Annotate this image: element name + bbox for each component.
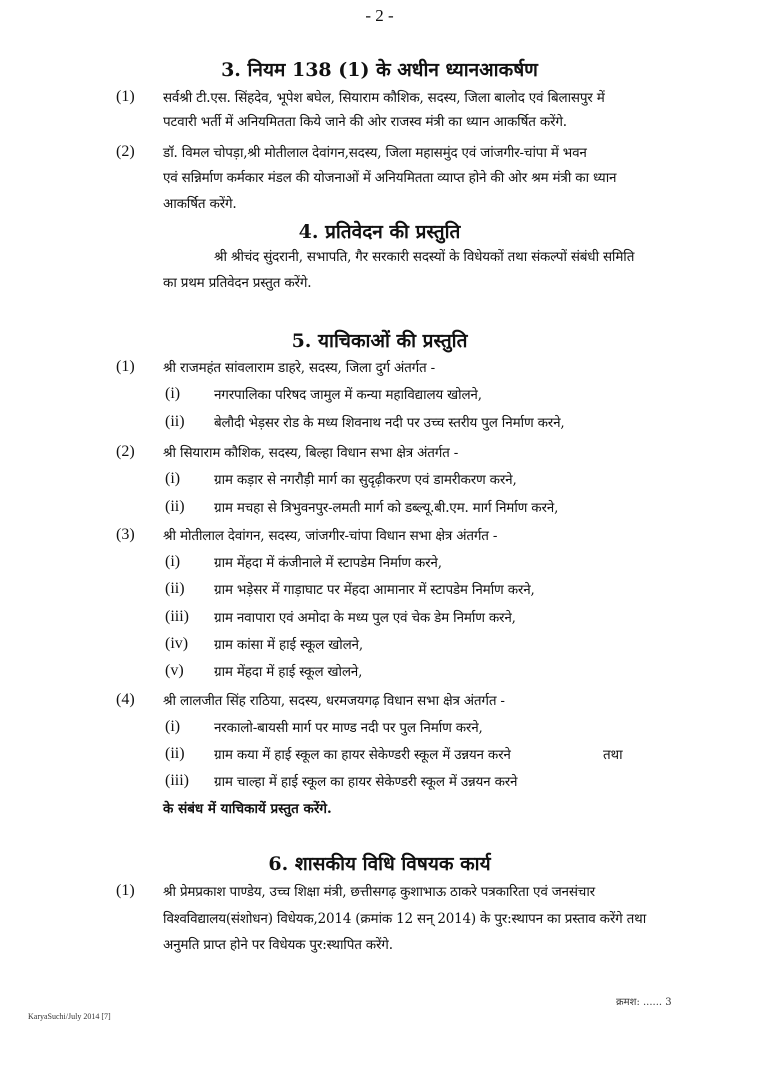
item-number: (1) [116,358,135,375]
section-5-heading: 5. याचिकाओं की प्रस्तुति [291,330,468,352]
petitions-closing: के संबंध में याचिकायें प्रस्तुत करेंगे. [163,801,332,817]
item-text: आकर्षित करेंगे. [163,196,237,212]
sub-text: ग्राम चाल्हा में हाई स्कूल का हायर सेकेण्डरी स्कूल में उन्नयन करने [214,774,518,790]
petitioner: श्री लालजीत सिंह राठिया, सदस्य, धरमजयगढ़ विधान सभा क्षेत्र अंतर्गत - [163,693,505,709]
item-text: सर्वश्री टी.एस. सिंहदेव, भूपेश बघेल, सियाराम कौशिक, सदस्य, जिला बालोद एवं बिलासपुर में [163,90,605,106]
sub-number: (i) [165,385,181,402]
sub-text: नगरपालिका परिषद जामुल में कन्या महाविद्यालय खोलने, [214,387,482,403]
sub-number: (ii) [165,498,185,515]
item-number: (2) [116,143,135,160]
conjunction-text: तथा [603,747,623,763]
section-4-heading: 4. प्रतिवेदन की प्रस्तुति [298,221,461,243]
sub-text: बेलौदी भेड़सर रोड के मध्य शिवनाथ नदी पर उच्च स्तरीय पुल निर्माण करने, [214,415,565,431]
sub-text: ग्राम मचहा से त्रिभुवनपुर-लमती मार्ग को डब्ल्यू.बी.एम. मार्ग निर्माण करने, [214,500,559,516]
item-text: अनुमति प्राप्त होने पर विधेयक पुर:स्थापित करेंगे. [163,937,393,953]
item-number: (2) [116,443,135,460]
sub-number: (iii) [165,608,189,625]
item-text: डॉ. विमल चोपड़ा,श्री मोतीलाल देवांगन,सदस्य, जिला महासमुंद एवं जांजगीर-चांपा में भवन [163,145,587,161]
sub-text: ग्राम कया में हाई स्कूल का हायर सेकेण्डरी स्कूल में उन्नयन करने [214,747,511,763]
report-text: श्री श्रीचंद सुंदरानी, सभापति, गैर सरकारी सदस्यों के विधेयकों तथा संकल्पों संबंधी समिति [214,249,635,265]
sub-text: ग्राम मेंहदा में कंजीनाले में स्टापडेम निर्माण करने, [214,555,442,571]
page-number: - 2 - [365,6,394,25]
section-6-heading: 6. शासकीय विधि विषयक कार्य [268,853,491,875]
document-code: KaryaSuchi/July 2014 [7] [28,1012,111,1021]
sub-text: ग्राम मेंहदा में हाई स्कूल खोलने, [214,664,363,680]
sub-text: ग्राम कड़ार से नगरौड़ी मार्ग का सुदृढ़ीकरण एवं डामरीकरण करने, [214,472,517,488]
petitioner: श्री सियाराम कौशिक, सदस्य, बिल्हा विधान सभा क्षेत्र अंतर्गत - [163,445,459,461]
continued-marker: क्रमश: ...... 3 [616,997,672,1008]
report-text: का प्रथम प्रतिवेदन प्रस्तुत करेंगे. [163,275,312,291]
item-number: (1) [116,882,135,899]
sub-text: नरकालो-बायसी मार्ग पर माण्ड नदी पर पुल निर्माण करने, [214,720,483,736]
sub-number: (iv) [165,635,189,652]
item-number: (3) [116,526,135,543]
item-text: श्री प्रेमप्रकाश पाण्डेय, उच्च शिक्षा मंत्री, छत्तीसगढ़ कुशाभाऊ ठाकरे पत्रकारिता एवं जनसंचार [163,884,595,900]
item-number: (1) [116,88,135,105]
petitioner: श्री राजमहंत सांवलाराम डाहरे, सदस्य, जिला दुर्ग अंतर्गत - [163,360,435,376]
sub-number: (i) [165,470,181,487]
section-3-heading: 3. नियम 138 (1) के अधीन ध्यानआकर्षण [221,59,538,81]
sub-number: (ii) [165,580,185,597]
petitioner: श्री मोतीलाल देवांगन, सदस्य, जांजगीर-चांपा विधान सभा क्षेत्र अंतर्गत - [163,528,498,544]
sub-number: (i) [165,553,181,570]
sub-number: (ii) [165,413,185,430]
sub-text: ग्राम नवापारा एवं अमोदा के मध्य पुल एवं चेक डेम निर्माण करने, [214,610,516,626]
item-text: एवं सन्निर्माण कर्मकार मंडल की योजनाओं में अनियमितता व्याप्त होने की ओर श्रम मंत्री का ध्यान [163,170,617,186]
item-number: (4) [116,691,135,708]
sub-number: (ii) [165,745,185,762]
item-text: विश्वविद्यालय(संशोधन) विधेयक,2014 (क्रमांक 12 सन् 2014) के पुर:स्थापन का प्रस्ताव करेंगे तथा [163,911,647,927]
sub-number: (iii) [165,772,189,789]
sub-text: ग्राम भड़ेसर में गाड़ाघाट पर मेंहदा आमानार में स्टापडेम निर्माण करने, [214,582,535,598]
sub-number: (i) [165,718,181,735]
sub-number: (v) [165,662,184,679]
item-text: पटवारी भर्ती में अनियमितता किये जाने की ओर राजस्व मंत्री का ध्यान आकर्षित करेंगे. [163,114,567,130]
sub-text: ग्राम कांसा में हाई स्कूल खोलने, [214,637,363,653]
